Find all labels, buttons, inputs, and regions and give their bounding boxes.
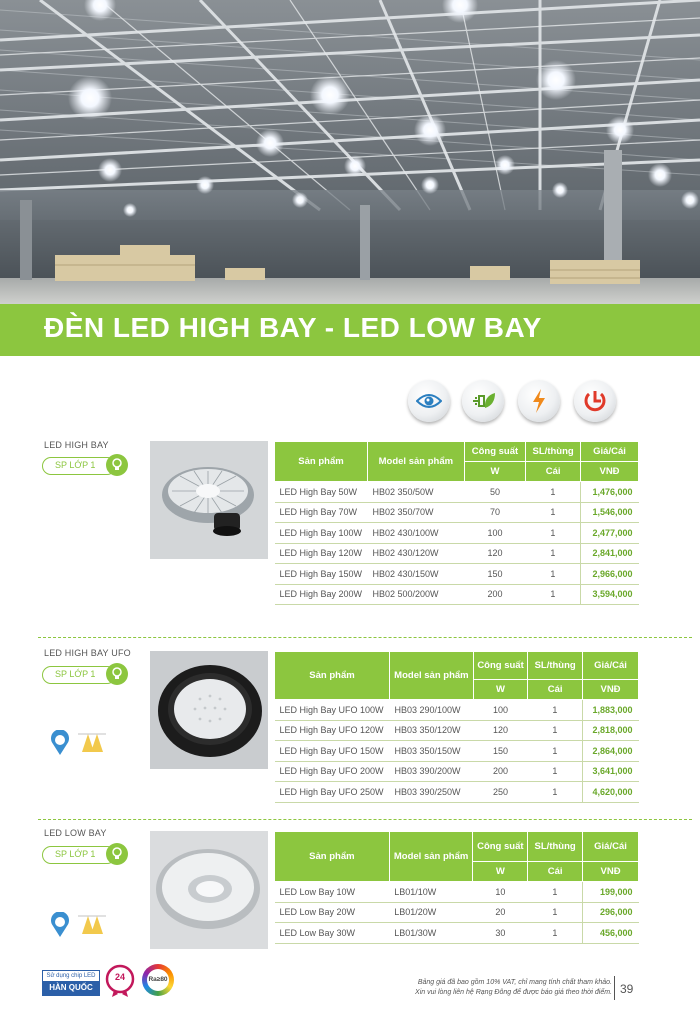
header-model: Model sản phẩm [367,442,464,482]
qty-cell: 1 [528,741,583,762]
price-cell: 296,000 [583,902,639,923]
product-cell: LED High Bay UFO 100W [275,700,390,721]
price-cell: 199,000 [583,882,639,903]
high-bay-ufo-rows [275,700,639,803]
qty-cell: 1 [526,564,581,585]
price-cell: 456,000 [583,923,639,944]
header-unit-price: VNĐ [583,680,639,700]
power-cell: 70 [464,502,526,523]
qty-cell: 1 [528,700,583,721]
model-cell: HB03 390/250W [389,782,473,803]
header-product: Sản phẩm [275,652,390,700]
korea-chip-label: Sử dụng chip LED [43,971,99,981]
section-label-high-bay-ufo: LED HIGH BAY UFO [44,648,131,658]
table-row [275,882,639,903]
product-cell: LED High Bay 200W [275,584,368,605]
table-row [275,761,639,782]
price-cell: 2,841,000 [581,543,639,564]
product-cell: LED High Bay 100W [275,523,368,544]
qty-cell: 1 [526,543,581,564]
header-power: Công suất [464,442,526,462]
power-cell: 120 [473,720,527,741]
power-cell: 100 [464,523,526,544]
table-row [275,741,639,762]
table-row [275,502,639,523]
table-row [275,902,639,923]
price-note [415,978,612,998]
table-row [275,923,639,944]
eye-icon [408,380,450,422]
badge-label: SP LỚP 1 [42,846,116,864]
ufo-product-photo [150,651,268,769]
sp-lop-1-badge [42,845,128,865]
product-cell: LED Low Bay 30W [275,923,390,944]
model-cell: HB03 290/100W [389,700,473,721]
header-qty: SL/thùng [528,652,583,680]
bulb-icon [106,663,128,685]
price-cell: 3,594,000 [581,584,639,605]
power-cell: 200 [473,761,527,782]
power-cell: 30 [473,923,528,944]
header-power: Công suất [473,832,528,862]
power-cell: 20 [473,902,528,923]
qty-cell: 1 [528,882,583,903]
table-row [275,523,639,544]
product-cell: LED Low Bay 20W [275,902,390,923]
section-divider [38,637,692,638]
badge-label: SP LỚP 1 [42,457,116,475]
model-cell: LB01/10W [389,882,473,903]
table-row [275,720,639,741]
header-price: Giá/Cái [583,832,639,862]
high-bay-ufo-table [274,651,639,803]
table-row [275,482,639,503]
model-cell: HB02 350/50W [367,482,464,503]
power-cell: 250 [473,782,527,803]
header-unit-power: W [464,462,526,482]
korea-chip-country: HÀN QUỐC [43,981,99,995]
header-power: Công suất [473,652,527,680]
power-cell: 50 [464,482,526,503]
header-product: Sản phẩm [275,832,390,882]
product-cell: LED High Bay UFO 200W [275,761,390,782]
product-cell: LED High Bay 120W [275,543,368,564]
section-label-low-bay: LED LOW BAY [44,828,107,838]
header-model: Model sản phẩm [389,652,473,700]
power-cell: 100 [473,700,527,721]
power-cell: 150 [473,741,527,762]
model-cell: LB01/30W [389,923,473,944]
low-bay-product-photo [150,831,268,949]
section-label-high-bay: LED HIGH BAY [44,440,109,450]
power-timer-icon [574,380,616,422]
ra80-label: Ra≥80 [147,969,169,991]
model-cell: HB03 350/150W [389,741,473,762]
plug-leaf-icon [462,380,504,422]
title-banner [0,304,700,356]
price-cell: 1,883,000 [583,700,639,721]
low-bay-rows [275,882,639,944]
warranty-months: 24 [114,972,125,982]
hero-warehouse-image [0,0,700,304]
page-title: ĐÈN LED HIGH BAY - LED LOW BAY [44,312,542,343]
model-cell: HB02 430/100W [367,523,464,544]
badge-label: SP LỚP 1 [42,666,116,684]
power-cell: 10 [473,882,528,903]
price-cell: 1,476,000 [581,482,639,503]
qty-cell: 1 [526,584,581,605]
price-cell: 1,546,000 [581,502,639,523]
header-product: Sản phẩm [275,442,368,482]
header-price: Giá/Cái [583,652,639,680]
header-unit-price: VNĐ [583,862,639,882]
location-pin-icon [50,912,70,938]
qty-cell: 1 [526,502,581,523]
header-unit-qty: Cái [528,680,583,700]
price-cell: 4,620,000 [583,782,639,803]
price-note-line-1: Bảng giá đã bao gồm 10% VAT, chỉ mang tính chất tham khảo. [417,979,612,986]
page-number-divider [614,976,615,1000]
page-number: 39 [620,982,634,996]
model-cell: HB03 350/120W [389,720,473,741]
header-unit-price: VNĐ [581,462,639,482]
model-cell: HB02 350/70W [367,502,464,523]
warranty-icon [104,964,136,998]
product-cell: LED High Bay UFO 250W [275,782,390,803]
price-cell: 3,641,000 [583,761,639,782]
price-cell: 2,966,000 [581,564,639,585]
bulb-icon [106,454,128,476]
table-row [275,543,639,564]
low-bay-table [274,831,639,944]
header-unit-qty: Cái [526,462,581,482]
product-cell: LED High Bay 50W [275,482,368,503]
qty-cell: 1 [526,523,581,544]
qty-cell: 1 [528,782,583,803]
sp-lop-1-badge [42,456,128,476]
power-cell: 150 [464,564,526,585]
light-beam-icon [78,732,106,752]
model-cell: HB02 500/200W [367,584,464,605]
section-divider [38,819,692,820]
power-cell: 200 [464,584,526,605]
header-price: Giá/Cái [581,442,639,462]
header-unit-qty: Cái [528,862,583,882]
price-cell: 2,818,000 [583,720,639,741]
model-cell: HB02 430/120W [367,543,464,564]
model-cell: LB01/20W [389,902,473,923]
qty-cell: 1 [528,720,583,741]
high-bay-product-photo [150,441,268,559]
location-pin-icon [50,730,70,756]
product-cell: LED High Bay UFO 120W [275,720,390,741]
product-cell: LED High Bay UFO 150W [275,741,390,762]
product-cell: LED High Bay 70W [275,502,368,523]
lightning-icon [518,380,560,422]
product-cell: LED High Bay 150W [275,564,368,585]
header-unit-power: W [473,680,527,700]
bulb-icon [106,843,128,865]
qty-cell: 1 [526,482,581,503]
header-qty: SL/thùng [526,442,581,462]
table-row [275,782,639,803]
model-cell: HB02 430/150W [367,564,464,585]
korea-chip-badge [42,970,100,996]
header-unit-power: W [473,862,528,882]
qty-cell: 1 [528,761,583,782]
header-qty: SL/thùng [528,832,583,862]
price-note-line-2: Xin vui lòng liên hệ Rạng Đông để được báo giá theo thời điểm. [415,989,612,996]
high-bay-rows [275,482,639,605]
price-cell: 2,477,000 [581,523,639,544]
price-cell: 2,864,000 [583,741,639,762]
qty-cell: 1 [528,923,583,944]
qty-cell: 1 [528,902,583,923]
high-bay-table [274,441,639,605]
table-row [275,700,639,721]
model-cell: HB03 390/200W [389,761,473,782]
table-row [275,584,639,605]
power-cell: 120 [464,543,526,564]
product-cell: LED Low Bay 10W [275,882,390,903]
sp-lop-1-badge [42,665,128,685]
header-model: Model sản phẩm [389,832,473,882]
table-row [275,564,639,585]
ra80-icon [142,964,174,996]
light-beam-icon [78,914,106,934]
